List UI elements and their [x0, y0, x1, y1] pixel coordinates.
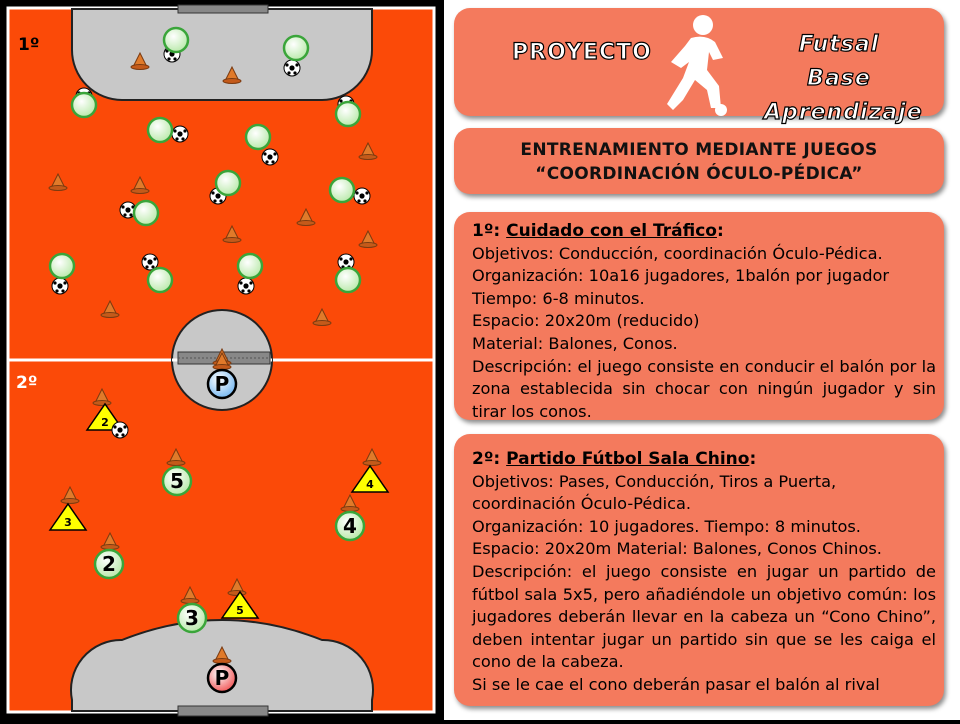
- exercise-2-space-material: Espacio: 20x20m Material: Balones, Conos Chinos.: [472, 539, 882, 559]
- player-token: [50, 254, 74, 278]
- top-goal: [178, 5, 268, 13]
- ball-icon: [112, 422, 128, 438]
- logo-proyecto-text: PROYECTO: [512, 40, 652, 65]
- player-token: [330, 178, 354, 202]
- exercise-2-rule: Si se le cae el cono deberán pasar el balón al rival: [472, 674, 880, 694]
- player-token: [238, 254, 262, 278]
- green-player-4: [336, 512, 364, 540]
- exercise-1-organization: Organización: 10a16 jugadores, 1balón por jugador: [472, 266, 890, 286]
- exercise-2-number: 2º:: [472, 449, 501, 469]
- ball-icon: [284, 60, 300, 76]
- exercise-2-description: Descripción: el juego consiste en jugar un partido de fútbol sala 5x5, pero añadiéndole un objetivo común: los jugadores deberán llevar en la cabeza un “Cono Chino”, deben intentar jugar un partido sin que se les caiga el cono de la cabeza.: [472, 561, 936, 672]
- svg-text:P: P: [214, 372, 230, 396]
- goalkeeper-top: [208, 370, 236, 398]
- exercise-1-time: Tiempo: 6-8 minutos.: [472, 288, 645, 308]
- player-token: [72, 93, 96, 117]
- exercise-1-colon: :: [716, 221, 724, 241]
- bottom-goal: [178, 706, 268, 716]
- exercise-1-card: [454, 212, 944, 420]
- svg-text:P: P: [214, 666, 230, 690]
- label-drill-1: 1º: [18, 35, 40, 55]
- title-line-1: ENTRENAMIENTO MEDIANTE JUEGOS: [520, 140, 878, 160]
- ball-icon: [354, 188, 370, 204]
- svg-text:2: 2: [101, 416, 109, 429]
- exercise-1-description: Descripción: el juego consiste en conducir el balón por la zona establecida sin chocar con ningún jugador y sin tirar los conos.: [472, 356, 936, 421]
- exercise-1-material: Material: Balones, Conos.: [472, 333, 678, 353]
- player-token: [148, 268, 172, 292]
- exercise-2-heading: [472, 448, 936, 471]
- logo-line-2: Aprendizaje: [764, 100, 923, 125]
- player-token: [336, 102, 360, 126]
- logo-card: [454, 8, 944, 125]
- exercise-1-name: Cuidado con el Tráfico: [506, 221, 717, 241]
- svg-text:3: 3: [185, 606, 199, 630]
- player-token: [336, 268, 360, 292]
- title-card: [454, 128, 944, 194]
- ball-icon: [238, 278, 254, 294]
- info-panel: [444, 0, 960, 720]
- exercise-2-objectives: Objetivos: Pases, Conducción, Tiros a Puerta, coordinación Óculo-Pédica.: [472, 471, 837, 514]
- title-line-2: “COORDINACIÓN ÓCULO-PÉDICA”: [535, 164, 863, 184]
- label-drill-2: 2º: [16, 373, 38, 393]
- exercise-1-heading: [472, 220, 936, 243]
- player-token: [216, 171, 240, 195]
- ball-icon: [52, 278, 68, 294]
- logo-line-1: Futsal Base: [798, 32, 880, 91]
- field-svg: [0, 0, 444, 720]
- svg-text:4: 4: [366, 478, 374, 491]
- svg-text:5: 5: [236, 604, 244, 617]
- exercise-1-space: Espacio: 20x20m (reducido): [472, 311, 700, 331]
- green-player-5: [163, 467, 191, 495]
- player-token: [134, 201, 158, 225]
- goalkeeper-bottom: [208, 664, 236, 692]
- exercise-2-colon: :: [749, 449, 757, 469]
- svg-text:5: 5: [170, 469, 184, 493]
- player-token: [164, 28, 188, 52]
- player-token: [246, 125, 270, 149]
- futsal-field-diagram: [0, 0, 444, 720]
- exercise-1-number: 1º:: [472, 221, 501, 241]
- player-token: [148, 118, 172, 142]
- ball-icon: [172, 126, 188, 142]
- ball-icon: [262, 149, 278, 165]
- svg-text:3: 3: [64, 516, 72, 529]
- green-player-2: [95, 550, 123, 578]
- svg-text:2: 2: [102, 552, 116, 576]
- player-token: [284, 36, 308, 60]
- top-penalty-area: [72, 9, 372, 100]
- exercise-2-name: Partido Fútbol Sala Chino: [506, 449, 750, 469]
- exercise-2-organization: Organización: 10 jugadores. Tiempo: 8 minutos.: [472, 516, 861, 536]
- svg-text:4: 4: [343, 514, 357, 538]
- player-silhouette-icon: [659, 12, 739, 116]
- logo-brand-text: [764, 28, 923, 130]
- exercise-2-card: [454, 434, 944, 706]
- green-player-3: [178, 604, 206, 632]
- exercise-1-objectives: Objetivos: Conducción, coordinación Óculo-Pédica.: [472, 243, 883, 263]
